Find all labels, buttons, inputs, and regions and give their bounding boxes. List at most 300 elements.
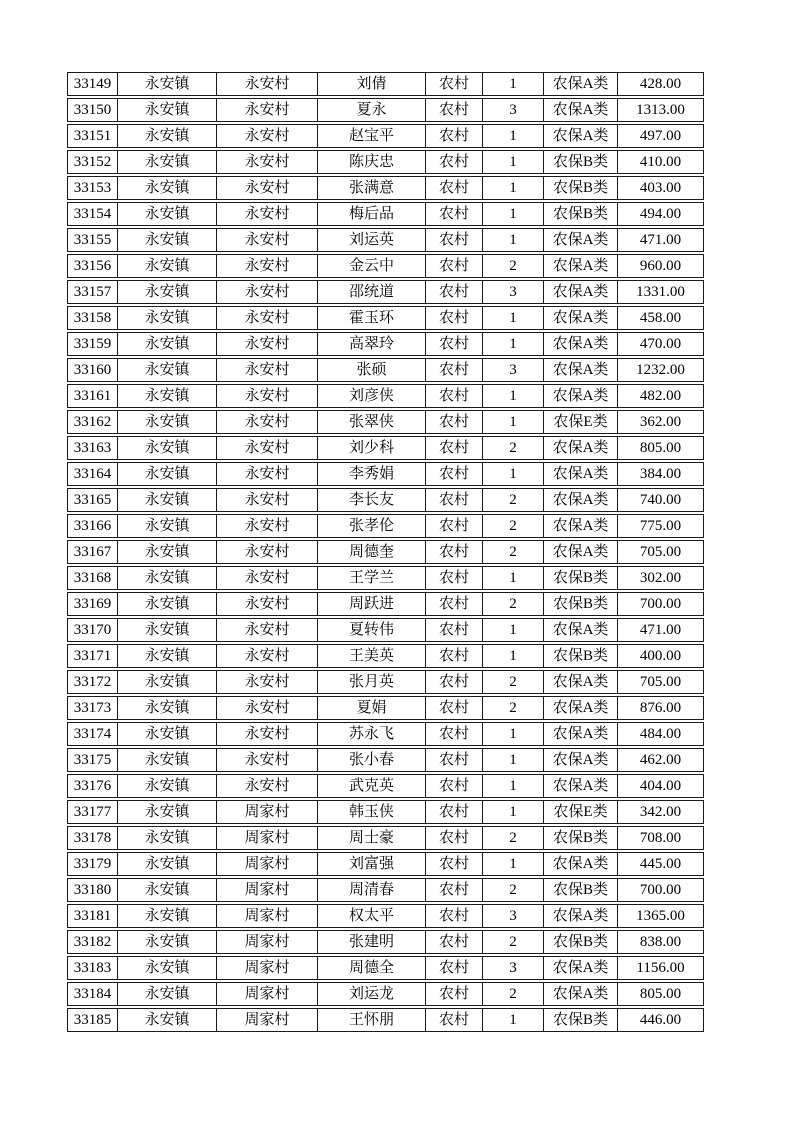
insurance-category-cell: 农保B类 [544, 203, 618, 225]
amount-cell: 705.00 [639, 544, 682, 560]
record-id-cell: 33150 [68, 99, 118, 121]
household-type-cell: 农村 [426, 749, 483, 771]
amount-cell: 740.00 [639, 492, 682, 508]
person-count-cell: 1 [483, 645, 544, 667]
town-cell: 永安镇 [118, 411, 217, 433]
village-cell: 永安村 [217, 99, 318, 121]
person-name-cell: 夏娟 [318, 697, 426, 719]
person-name-cell: 刘运英 [318, 229, 426, 251]
village-cell: 周家村 [217, 931, 318, 953]
record-id-cell: 33157 [68, 281, 118, 303]
record-id-cell: 33175 [68, 749, 118, 771]
person-count-cell: 1 [483, 1009, 544, 1031]
amount-cell: 362.00 [639, 414, 682, 430]
person-name-cell: 张建明 [318, 931, 426, 953]
household-type-cell: 农村 [426, 957, 483, 979]
village-cell: 永安村 [217, 619, 318, 641]
amount-cell: 876.00 [639, 700, 682, 716]
insurance-category-cell: 农保A类 [544, 697, 618, 719]
record-id-cell: 33181 [68, 905, 118, 927]
person-name-cell: 张孝伦 [318, 515, 426, 537]
village-cell: 永安村 [217, 151, 318, 173]
town-cell: 永安镇 [118, 1009, 217, 1031]
table-row [67, 982, 704, 1006]
person-count-cell: 2 [483, 671, 544, 693]
person-count-cell: 3 [483, 905, 544, 927]
person-count-cell: 3 [483, 281, 544, 303]
insurance-category-cell: 农保E类 [544, 801, 618, 823]
amount-cell: 462.00 [639, 752, 682, 768]
person-count-cell: 1 [483, 723, 544, 745]
person-count-cell: 2 [483, 489, 544, 511]
person-count-cell: 2 [483, 983, 544, 1005]
insurance-category-cell: 农保A类 [544, 229, 618, 251]
village-cell: 永安村 [217, 489, 318, 511]
person-name-cell: 刘富强 [318, 853, 426, 875]
household-type-cell: 农村 [426, 879, 483, 901]
amount-cell: 471.00 [639, 232, 682, 248]
record-id-cell: 33156 [68, 255, 118, 277]
record-id-cell: 33178 [68, 827, 118, 849]
household-type-cell: 农村 [426, 671, 483, 693]
record-id-cell: 33169 [68, 593, 118, 615]
village-cell: 永安村 [217, 177, 318, 199]
household-type-cell: 农村 [426, 931, 483, 953]
table-row [67, 904, 704, 928]
village-cell: 永安村 [217, 775, 318, 797]
person-count-cell: 2 [483, 541, 544, 563]
person-count-cell: 1 [483, 125, 544, 147]
record-id-cell: 33177 [68, 801, 118, 823]
insurance-category-cell: 农保A类 [544, 437, 618, 459]
village-cell: 永安村 [217, 723, 318, 745]
household-type-cell: 农村 [426, 1009, 483, 1031]
table-row [67, 384, 704, 408]
town-cell: 永安镇 [118, 749, 217, 771]
town-cell: 永安镇 [118, 489, 217, 511]
town-cell: 永安镇 [118, 177, 217, 199]
person-count-cell: 1 [483, 567, 544, 589]
insurance-category-cell: 农保A类 [544, 73, 618, 95]
amount-cell: 446.00 [639, 1012, 682, 1028]
town-cell: 永安镇 [118, 281, 217, 303]
insurance-category-cell: 农保A类 [544, 385, 618, 407]
town-cell: 永安镇 [118, 645, 217, 667]
village-cell: 永安村 [217, 385, 318, 407]
village-cell: 永安村 [217, 697, 318, 719]
table-row [67, 800, 704, 824]
record-id-cell: 33182 [68, 931, 118, 953]
insurance-category-cell: 农保A类 [544, 255, 618, 277]
record-id-cell: 33155 [68, 229, 118, 251]
town-cell: 永安镇 [118, 905, 217, 927]
person-name-cell: 金云中 [318, 255, 426, 277]
person-name-cell: 赵宝平 [318, 125, 426, 147]
amount-cell: 700.00 [639, 596, 682, 612]
table-row [67, 98, 704, 122]
person-name-cell: 张月英 [318, 671, 426, 693]
person-count-cell: 1 [483, 411, 544, 433]
insurance-category-cell: 农保A类 [544, 671, 618, 693]
person-name-cell: 张小春 [318, 749, 426, 771]
table-row [67, 306, 704, 330]
person-count-cell: 1 [483, 775, 544, 797]
amount-cell: 470.00 [639, 336, 682, 352]
amount-cell: 805.00 [639, 986, 682, 1002]
household-type-cell: 农村 [426, 697, 483, 719]
amount-cell: 410.00 [639, 154, 682, 170]
person-count-cell: 1 [483, 619, 544, 641]
person-name-cell: 周德全 [318, 957, 426, 979]
amount-cell: 775.00 [639, 518, 682, 534]
table-row [67, 826, 704, 850]
person-name-cell: 夏永 [318, 99, 426, 121]
household-type-cell: 农村 [426, 541, 483, 563]
village-cell: 周家村 [217, 827, 318, 849]
town-cell: 永安镇 [118, 567, 217, 589]
insurance-category-cell: 农保A类 [544, 749, 618, 771]
table-row [67, 618, 704, 642]
amount-cell: 708.00 [639, 830, 682, 846]
person-name-cell: 李秀娟 [318, 463, 426, 485]
town-cell: 永安镇 [118, 827, 217, 849]
insurance-category-cell: 农保E类 [544, 411, 618, 433]
insurance-category-cell: 农保A类 [544, 619, 618, 641]
table-row [67, 852, 704, 876]
insurance-category-cell: 农保A类 [544, 957, 618, 979]
town-cell: 永安镇 [118, 385, 217, 407]
person-count-cell: 1 [483, 801, 544, 823]
amount-cell: 458.00 [639, 310, 682, 326]
household-type-cell: 农村 [426, 151, 483, 173]
town-cell: 永安镇 [118, 697, 217, 719]
table-row [67, 150, 704, 174]
record-id-cell: 33162 [68, 411, 118, 433]
table-row [67, 332, 704, 356]
amount-cell: 384.00 [639, 466, 682, 482]
household-type-cell: 农村 [426, 515, 483, 537]
person-name-cell: 夏转伟 [318, 619, 426, 641]
town-cell: 永安镇 [118, 879, 217, 901]
person-name-cell: 苏永飞 [318, 723, 426, 745]
person-name-cell: 周跃进 [318, 593, 426, 615]
town-cell: 永安镇 [118, 437, 217, 459]
household-type-cell: 农村 [426, 73, 483, 95]
village-cell: 周家村 [217, 853, 318, 875]
amount-cell: 1232.00 [636, 362, 685, 378]
village-cell: 周家村 [217, 983, 318, 1005]
household-type-cell: 农村 [426, 593, 483, 615]
insurance-category-cell: 农保A类 [544, 125, 618, 147]
amount-cell: 342.00 [639, 804, 682, 820]
household-type-cell: 农村 [426, 125, 483, 147]
amount-cell: 484.00 [639, 726, 682, 742]
town-cell: 永安镇 [118, 307, 217, 329]
person-name-cell: 张满意 [318, 177, 426, 199]
table-row [67, 176, 704, 200]
record-id-cell: 33167 [68, 541, 118, 563]
table-row [67, 644, 704, 668]
insurance-category-cell: 农保A类 [544, 723, 618, 745]
record-id-cell: 33151 [68, 125, 118, 147]
person-count-cell: 1 [483, 333, 544, 355]
record-id-cell: 33183 [68, 957, 118, 979]
person-count-cell: 1 [483, 177, 544, 199]
amount-cell: 700.00 [639, 882, 682, 898]
town-cell: 永安镇 [118, 151, 217, 173]
person-name-cell: 霍玉环 [318, 307, 426, 329]
record-id-cell: 33184 [68, 983, 118, 1005]
town-cell: 永安镇 [118, 931, 217, 953]
person-count-cell: 2 [483, 515, 544, 537]
village-cell: 周家村 [217, 905, 318, 927]
record-id-cell: 33163 [68, 437, 118, 459]
household-type-cell: 农村 [426, 723, 483, 745]
person-name-cell: 王学兰 [318, 567, 426, 589]
household-type-cell: 农村 [426, 411, 483, 433]
insurance-category-cell: 农保A类 [544, 541, 618, 563]
household-type-cell: 农村 [426, 619, 483, 641]
village-cell: 永安村 [217, 359, 318, 381]
village-cell: 永安村 [217, 567, 318, 589]
household-type-cell: 农村 [426, 827, 483, 849]
household-type-cell: 农村 [426, 437, 483, 459]
insurance-category-cell: 农保B类 [544, 879, 618, 901]
insurance-category-cell: 农保B类 [544, 645, 618, 667]
table-row [67, 878, 704, 902]
village-cell: 永安村 [217, 411, 318, 433]
town-cell: 永安镇 [118, 593, 217, 615]
household-type-cell: 农村 [426, 463, 483, 485]
table-row [67, 930, 704, 954]
amount-cell: 1331.00 [636, 284, 685, 300]
insurance-category-cell: 农保A类 [544, 307, 618, 329]
table-row [67, 254, 704, 278]
table-row [67, 358, 704, 382]
person-count-cell: 3 [483, 359, 544, 381]
person-count-cell: 1 [483, 385, 544, 407]
village-cell: 周家村 [217, 957, 318, 979]
person-count-cell: 1 [483, 73, 544, 95]
village-cell: 周家村 [217, 879, 318, 901]
record-id-cell: 33171 [68, 645, 118, 667]
table-row [67, 696, 704, 720]
household-type-cell: 农村 [426, 775, 483, 797]
insurance-category-cell: 农保A类 [544, 853, 618, 875]
record-id-cell: 33159 [68, 333, 118, 355]
table-row [67, 956, 704, 980]
record-id-cell: 33174 [68, 723, 118, 745]
record-id-cell: 33158 [68, 307, 118, 329]
person-count-cell: 3 [483, 957, 544, 979]
household-type-cell: 农村 [426, 385, 483, 407]
record-id-cell: 33165 [68, 489, 118, 511]
town-cell: 永安镇 [118, 619, 217, 641]
record-id-cell: 33168 [68, 567, 118, 589]
village-cell: 永安村 [217, 281, 318, 303]
person-name-cell: 韩玉侠 [318, 801, 426, 823]
insurance-category-cell: 农保B类 [544, 177, 618, 199]
household-type-cell: 农村 [426, 255, 483, 277]
table-row [67, 436, 704, 460]
person-name-cell: 李长友 [318, 489, 426, 511]
village-cell: 永安村 [217, 515, 318, 537]
record-id-cell: 33172 [68, 671, 118, 693]
person-count-cell: 1 [483, 151, 544, 173]
town-cell: 永安镇 [118, 515, 217, 537]
record-id-cell: 33160 [68, 359, 118, 381]
insurance-category-cell: 农保B类 [544, 151, 618, 173]
insurance-category-cell: 农保B类 [544, 593, 618, 615]
town-cell: 永安镇 [118, 801, 217, 823]
table-row [67, 592, 704, 616]
record-id-cell: 33152 [68, 151, 118, 173]
amount-cell: 428.00 [639, 76, 682, 92]
table-row [67, 228, 704, 252]
person-count-cell: 2 [483, 879, 544, 901]
village-cell: 永安村 [217, 307, 318, 329]
amount-cell: 302.00 [639, 570, 682, 586]
village-cell: 永安村 [217, 203, 318, 225]
household-type-cell: 农村 [426, 983, 483, 1005]
town-cell: 永安镇 [118, 541, 217, 563]
person-name-cell: 刘彦侠 [318, 385, 426, 407]
amount-cell: 494.00 [639, 206, 682, 222]
household-type-cell: 农村 [426, 307, 483, 329]
person-name-cell: 周士豪 [318, 827, 426, 849]
village-cell: 永安村 [217, 645, 318, 667]
table-row [67, 1008, 704, 1032]
person-count-cell: 2 [483, 437, 544, 459]
amount-cell: 1313.00 [636, 102, 685, 118]
person-count-cell: 2 [483, 255, 544, 277]
amount-cell: 445.00 [639, 856, 682, 872]
table-row [67, 462, 704, 486]
person-name-cell: 张硕 [318, 359, 426, 381]
amount-cell: 705.00 [639, 674, 682, 690]
table-row [67, 722, 704, 746]
person-count-cell: 1 [483, 749, 544, 771]
amount-cell: 838.00 [639, 934, 682, 950]
record-id-cell: 33154 [68, 203, 118, 225]
record-id-cell: 33170 [68, 619, 118, 641]
person-name-cell: 权太平 [318, 905, 426, 927]
village-cell: 周家村 [217, 801, 318, 823]
town-cell: 永安镇 [118, 99, 217, 121]
household-type-cell: 农村 [426, 489, 483, 511]
table-row [67, 670, 704, 694]
town-cell: 永安镇 [118, 203, 217, 225]
village-cell: 永安村 [217, 437, 318, 459]
person-name-cell: 陈庆忠 [318, 151, 426, 173]
record-id-cell: 33161 [68, 385, 118, 407]
household-type-cell: 农村 [426, 203, 483, 225]
village-cell: 永安村 [217, 593, 318, 615]
table-row [67, 280, 704, 304]
village-cell: 永安村 [217, 73, 318, 95]
person-count-cell: 1 [483, 229, 544, 251]
amount-cell: 1365.00 [636, 908, 685, 924]
village-cell: 永安村 [217, 749, 318, 771]
record-id-cell: 33180 [68, 879, 118, 901]
person-name-cell: 周清春 [318, 879, 426, 901]
person-name-cell: 张翠侠 [318, 411, 426, 433]
person-name-cell: 刘少科 [318, 437, 426, 459]
person-count-cell: 2 [483, 593, 544, 615]
record-id-cell: 33166 [68, 515, 118, 537]
amount-cell: 404.00 [639, 778, 682, 794]
person-count-cell: 1 [483, 853, 544, 875]
table-row [67, 514, 704, 538]
town-cell: 永安镇 [118, 255, 217, 277]
insurance-category-cell: 农保A类 [544, 99, 618, 121]
person-name-cell: 高翠玲 [318, 333, 426, 355]
insurance-category-cell: 农保B类 [544, 567, 618, 589]
person-name-cell: 周德奎 [318, 541, 426, 563]
record-id-cell: 33179 [68, 853, 118, 875]
town-cell: 永安镇 [118, 333, 217, 355]
household-type-cell: 农村 [426, 333, 483, 355]
town-cell: 永安镇 [118, 983, 217, 1005]
insurance-category-cell: 农保A类 [544, 775, 618, 797]
table-row [67, 540, 704, 564]
person-count-cell: 2 [483, 931, 544, 953]
village-cell: 永安村 [217, 463, 318, 485]
town-cell: 永安镇 [118, 229, 217, 251]
town-cell: 永安镇 [118, 853, 217, 875]
household-type-cell: 农村 [426, 645, 483, 667]
table-row [67, 202, 704, 226]
table-row [67, 566, 704, 590]
village-cell: 永安村 [217, 671, 318, 693]
insurance-category-cell: 农保B类 [544, 827, 618, 849]
person-count-cell: 1 [483, 203, 544, 225]
town-cell: 永安镇 [118, 775, 217, 797]
insurance-category-cell: 农保A类 [544, 489, 618, 511]
household-type-cell: 农村 [426, 99, 483, 121]
table-row [67, 410, 704, 434]
household-type-cell: 农村 [426, 567, 483, 589]
village-cell: 永安村 [217, 125, 318, 147]
table-row [67, 72, 704, 96]
insurance-category-cell: 农保A类 [544, 905, 618, 927]
village-cell: 周家村 [217, 1009, 318, 1031]
amount-cell: 482.00 [639, 388, 682, 404]
record-id-cell: 33173 [68, 697, 118, 719]
household-type-cell: 农村 [426, 801, 483, 823]
insurance-category-cell: 农保A类 [544, 515, 618, 537]
household-type-cell: 农村 [426, 281, 483, 303]
household-type-cell: 农村 [426, 905, 483, 927]
amount-cell: 960.00 [639, 258, 682, 274]
household-type-cell: 农村 [426, 229, 483, 251]
village-cell: 永安村 [217, 229, 318, 251]
household-type-cell: 农村 [426, 853, 483, 875]
amount-cell: 400.00 [639, 648, 682, 664]
person-name-cell: 邵统道 [318, 281, 426, 303]
town-cell: 永安镇 [118, 957, 217, 979]
record-id-cell: 33185 [68, 1009, 118, 1031]
insurance-category-cell: 农保A类 [544, 463, 618, 485]
table-row [67, 748, 704, 772]
pension-record-table [67, 72, 704, 1034]
person-count-cell: 2 [483, 827, 544, 849]
record-id-cell: 33149 [68, 73, 118, 95]
person-name-cell: 王怀朋 [318, 1009, 426, 1031]
person-count-cell: 1 [483, 463, 544, 485]
person-name-cell: 武克英 [318, 775, 426, 797]
town-cell: 永安镇 [118, 125, 217, 147]
